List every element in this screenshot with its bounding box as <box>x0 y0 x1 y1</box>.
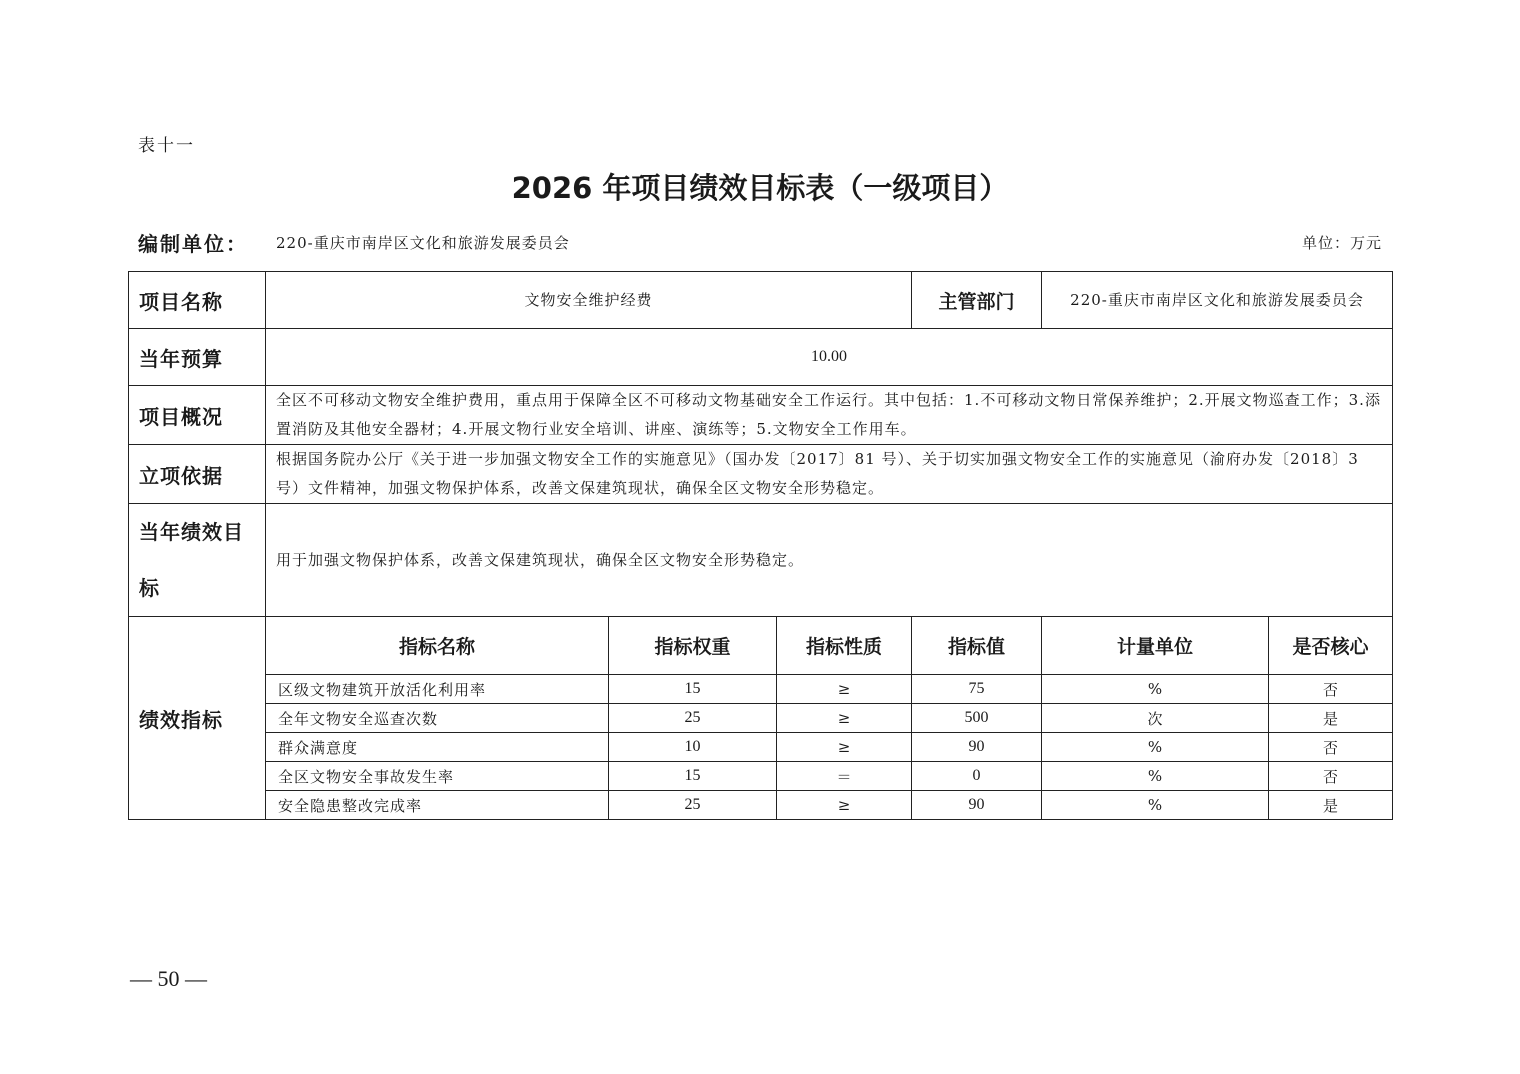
indicator-unit: % <box>1042 791 1269 820</box>
header-unit: 计量单位 <box>1042 617 1269 675</box>
indicator-name: 群众满意度 <box>266 733 609 762</box>
indicator-name: 全区文物安全事故发生率 <box>266 762 609 791</box>
table-row <box>129 675 1393 704</box>
indicator-core: 否 <box>1269 762 1393 791</box>
project-name-row <box>129 272 1393 329</box>
indicator-nature: ≥ <box>777 704 912 733</box>
basis-label: 立项依据 <box>129 445 266 504</box>
header-weight: 指标权重 <box>609 617 777 675</box>
indicator-weight: 15 <box>609 675 777 704</box>
indicator-nature: ≥ <box>777 733 912 762</box>
overview-text: 全区不可移动文物安全维护费用，重点用于保障全区不可移动文物基础安全工作运行。其中包括：1.不可移动文物日常保养维护；2.开展文物巡查工作；3.添置消防及其他安全器材；4.开展文物行业安全培训、讲座、演练等；5.文物安全工作用车。 <box>266 386 1393 445</box>
indicator-nature: ≥ <box>777 675 912 704</box>
indicators-label: 绩效指标 <box>129 617 266 820</box>
indicator-core: 是 <box>1269 704 1393 733</box>
indicator-value: 90 <box>912 791 1042 820</box>
page-number: — 50 — <box>130 966 207 991</box>
goal-label-line-2: 标 <box>139 576 160 600</box>
basis-text: 根据国务院办公厅《关于进一步加强文物安全工作的实施意见》（国办发〔2017〕81 号）、关于切实加强文物安全工作的实施意见（渝府办发〔2018〕3 号）文件精神，加强文物保护体系，改善文保建筑现状，确保全区文物安全形势稳定。 <box>266 445 1393 504</box>
indicator-core: 是 <box>1269 791 1393 820</box>
project-name-value: 文物安全维护经费 <box>266 272 912 329</box>
indicator-name: 全年文物安全巡查次数 <box>266 704 609 733</box>
goal-text: 用于加强文物保护体系，改善文保建筑现状，确保全区文物安全形势稳定。 <box>266 504 1393 617</box>
document-title: 2026 年项目绩效目标表（一级项目） <box>511 171 1009 205</box>
header-indicator-name: 指标名称 <box>266 617 609 675</box>
unit-label: 编制单位： <box>138 232 248 256</box>
table-row <box>129 762 1393 791</box>
indicator-unit: % <box>1042 675 1269 704</box>
budget-value: 10.00 <box>266 329 1393 386</box>
basis-row <box>129 445 1393 504</box>
indicator-header-row <box>129 617 1393 675</box>
budget-label: 当年预算 <box>129 329 266 386</box>
unit-name: 220-重庆市南岸区文化和旅游发展委员会 <box>276 234 570 252</box>
indicator-value: 75 <box>912 675 1042 704</box>
indicator-nature: ＝ <box>777 762 912 791</box>
indicator-value: 500 <box>912 704 1042 733</box>
table-row <box>129 791 1393 820</box>
indicator-core: 否 <box>1269 675 1393 704</box>
overview-label: 项目概况 <box>129 386 266 445</box>
indicator-name: 安全隐患整改完成率 <box>266 791 609 820</box>
dept-label: 主管部门 <box>912 272 1042 329</box>
goal-label <box>129 504 266 617</box>
indicator-unit: 次 <box>1042 704 1269 733</box>
indicator-name: 区级文物建筑开放活化利用率 <box>266 675 609 704</box>
indicator-weight: 25 <box>609 791 777 820</box>
header-nature: 指标性质 <box>777 617 912 675</box>
dept-value: 220-重庆市南岸区文化和旅游发展委员会 <box>1042 272 1393 329</box>
table-label: 表十一 <box>138 136 195 156</box>
goal-label-line-1: 当年绩效目 <box>139 520 244 544</box>
performance-table <box>128 271 1393 820</box>
project-name-label: 项目名称 <box>129 272 266 329</box>
indicator-unit: % <box>1042 762 1269 791</box>
header-core: 是否核心 <box>1269 617 1393 675</box>
header-value: 指标值 <box>912 617 1042 675</box>
indicator-weight: 10 <box>609 733 777 762</box>
table-row <box>129 733 1393 762</box>
indicator-value: 0 <box>912 762 1042 791</box>
indicator-core: 否 <box>1269 733 1393 762</box>
indicator-weight: 25 <box>609 704 777 733</box>
currency-unit: 单位：万元 <box>1301 234 1382 252</box>
overview-row <box>129 386 1393 445</box>
indicator-value: 90 <box>912 733 1042 762</box>
budget-row <box>129 329 1393 386</box>
table-row <box>129 704 1393 733</box>
meta-row <box>138 228 1382 256</box>
indicator-nature: ≥ <box>777 791 912 820</box>
goal-row <box>129 504 1393 617</box>
indicator-unit: % <box>1042 733 1269 762</box>
indicator-weight: 15 <box>609 762 777 791</box>
